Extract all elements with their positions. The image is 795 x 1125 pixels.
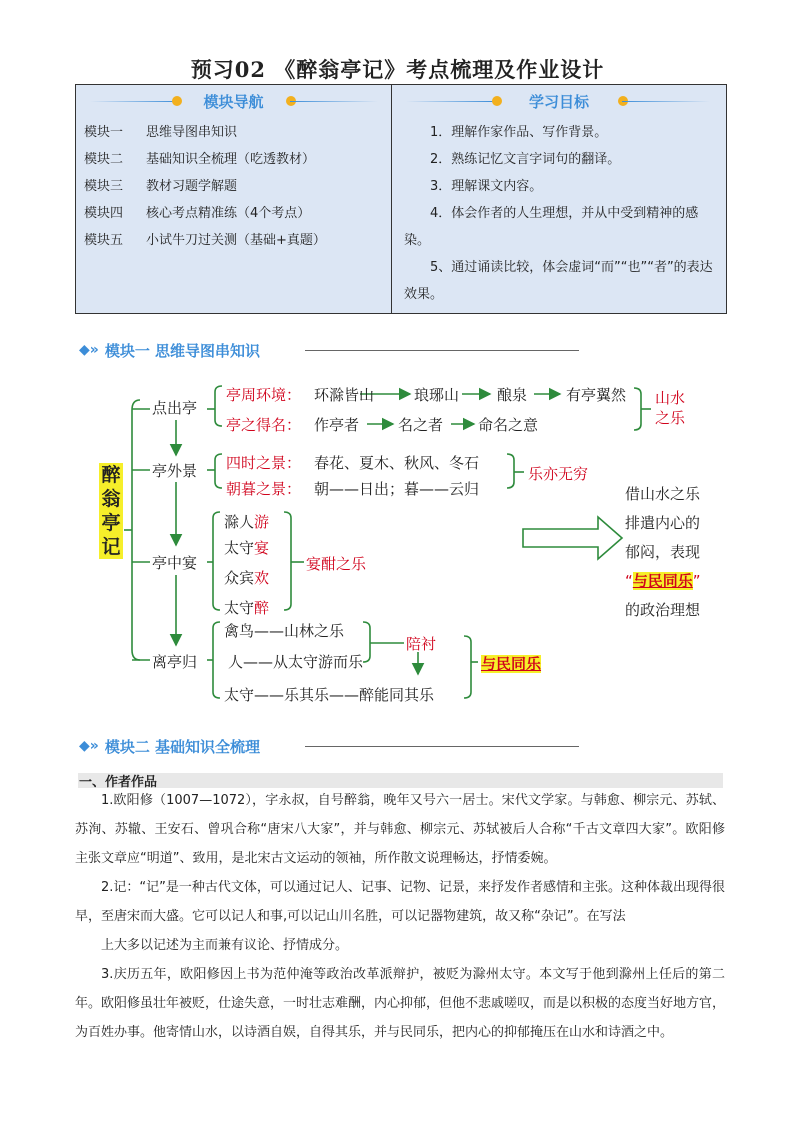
node-2a: 春花、夏木、秋风、冬石 [314,454,480,472]
list-item: 模块四 核心考点精准练（4个考点） [84,206,311,221]
list-item: 1．理解作家作品、写作背景。 [430,125,608,140]
paragraph: 上大多以记述为主而兼有议论、抒情成分。 [101,938,349,953]
chevron-right-icon: ◆» [79,342,99,358]
node-1b-item: 命名之意 [478,416,539,434]
node-1a-item: 有亭翼然 [566,386,627,404]
module-nav-title: 模块导航 [203,93,264,111]
paragraph: 3.庆历五年，欧阳修因上书为范仲淹等政治改革派辩护，被贬为滁州太守。本文写于他到滁州上任后的第二年。欧阳修虽壮年被贬，仕途失意，一时壮志难酬，内心抑郁，但他不悲戚嗟叹，而是以积极的态度当好地方官，为百姓办事。他寄情山水，以诗酒自娱，自得其乐，并与民同乐，把内心的抑郁掩压在山水和诗酒之中。 [75,967,726,1040]
node-1b-item: 名之者 [398,416,444,434]
mindmap-center [99,463,123,559]
list-item: 3．理解课文内容。 [430,179,543,194]
list-item: 模块五 小试牛刀过关测（基础+真题） [84,233,326,248]
page-title: 预习02 《醉翁亭记》考点梳理及作业设计 [190,57,605,82]
mindmap-center-text: 醉 翁 亭 记 [101,464,121,558]
list-item: 模块一 思维导图串知识 [84,125,238,140]
mindmap-summary: 借山水之乐 排遣内心的 郁闷，表现 “与民同乐” 的政治理想 [625,485,701,619]
node-4c: 太守——乐其乐——醉能同其乐 [224,686,435,704]
body-text [75,786,725,1047]
subheading: 一、作者作品 [79,775,158,790]
node-1: 点出亭 [152,399,198,417]
node-3-item: 众宾欢 [224,569,270,587]
node-1b-item: 作亭者 [314,416,360,434]
section-heading-1: ◆» 模块一 思维导图串知识 [79,341,261,360]
node-1-result: 山水 [655,389,686,407]
node-1a-label: 亭周环境： [226,386,302,404]
node-2b: 朝——日出；暮——云归 [314,480,480,498]
list-item: 模块三 教材习题学解题 [84,179,238,194]
node-4-result: 与民同乐 [481,655,542,673]
node-3: 亭中宴 [152,554,198,572]
node-3-item: 滁人游 [224,513,270,531]
section-heading-2: ◆» 模块二 基础知识全梳理 [79,737,261,756]
node-1-result: 之乐 [655,409,686,427]
node-2: 亭外景 [152,462,198,480]
node-4a: 禽鸟——山林之乐 [224,622,345,640]
node-4-mid: 陪衬 [406,635,437,653]
list-item: 4．体会作者的人生理想，并从中受到精神的感染。 [404,206,699,248]
node-2-result: 乐亦无穷 [528,465,589,483]
list-item: 2．熟练记忆文言字词句的翻译。 [430,152,621,167]
node-2a-label: 四时之景： [226,454,302,472]
paragraph: 1.欧阳修（1007—1072），字永叔，自号醉翁，晚年又号六一居士。宋代文学家。与韩愈、柳宗元、苏轼、苏洵、苏辙、王安石、曾巩合称“唐宋八大家”，并与韩愈、柳宗元、苏轼被后人合称“千古文章四大家”。欧阳修主张文章应“明道”、致用，是北宋古文运动的领袖，所作散文说理畅达，抒情委婉。 [75,793,725,866]
list-item: 模块二 基础知识全梳理（吃透教材） [84,152,316,167]
node-3-result: 宴酣之乐 [306,555,367,573]
list-item: 5、通过诵读比较，体会虚词“而”“也”“者”的表达效果。 [404,260,713,302]
node-1a-item: 琅琊山 [414,386,460,404]
node-3-item: 太守醉 [224,599,270,617]
node-3-item: 太守宴 [224,539,270,557]
paragraph: 2.记：“记”是一种古代文体，可以通过记人、记事、记物、记景，来抒发作者感情和主张。这种体裁出现得很早，至唐宋而大盛。它可以记人和事,可以记山川名胜，可以记器物建筑，故又称“杂记”。在写法 [75,880,725,924]
node-1b-label: 亭之得名： [226,416,302,434]
node-4b: 人——从太守游而乐 [228,653,364,671]
section-rule [305,746,579,747]
node-4: 离亭归 [152,653,198,671]
node-2b-label: 朝暮之景： [226,480,302,498]
node-1a-item: 酿泉 [497,386,528,404]
learning-goals-title: 学习目标 [528,93,589,111]
node-1a-item: 环滁皆山 [314,386,375,404]
chevron-right-icon: ◆» [79,738,99,754]
